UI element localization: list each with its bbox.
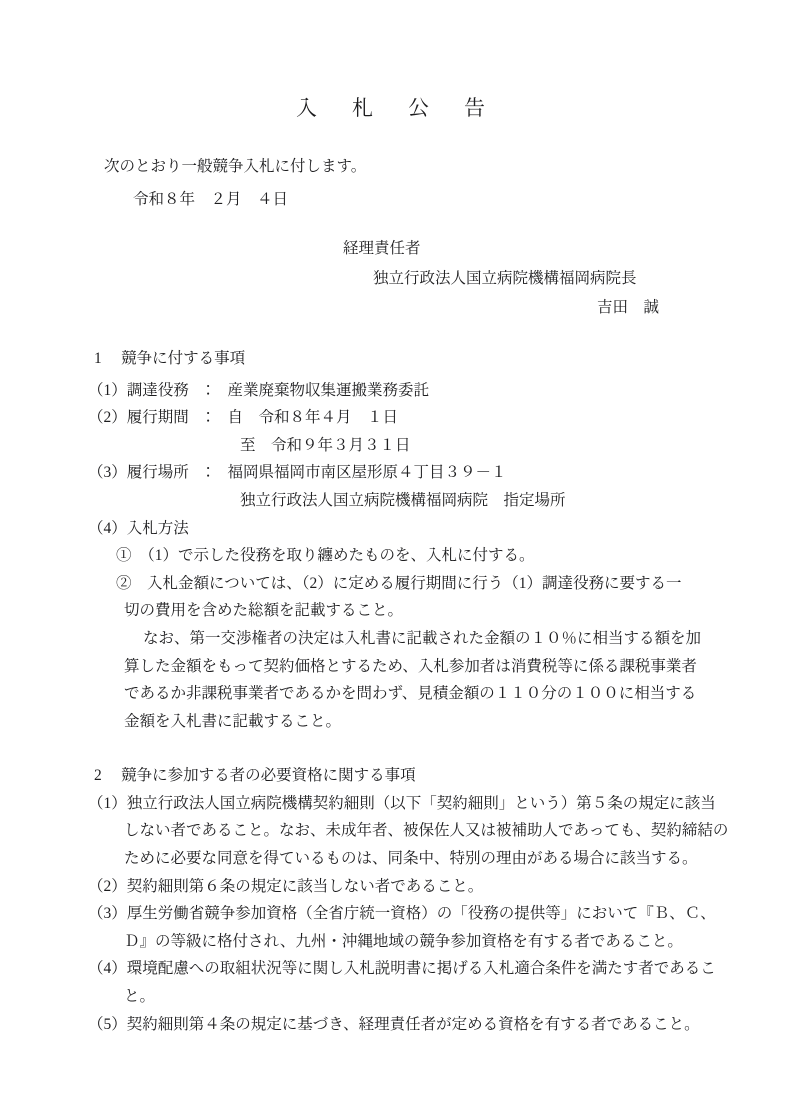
intro-line: 次のとおり一般競争入札に付します。 xyxy=(104,158,367,175)
section2-line: ために必要な同意を得ているものは、同条中、特別の理由がある場合に該当する。 xyxy=(124,850,698,868)
section2-heading: 2 競争に参加する者の必要資格に関する事項 xyxy=(94,767,416,785)
section1-line: であるか非課税事業者であるかを問わず、見積金額の１１０分の１００に相当する xyxy=(124,685,697,703)
section1-line: 算した金額をもって契約価格とするため、入札参加者は消費税等に係る課税事業者 xyxy=(124,657,697,675)
document-title: 入 札 公 告 xyxy=(296,96,492,120)
section1-line: なお、第一交渉権者の決定は入札書に記載された金額の１０％に相当する額を加 xyxy=(143,629,702,647)
section1-line: 切の費用を含めた総額を記載すること。 xyxy=(124,602,404,620)
section2-line: と。 xyxy=(124,988,156,1006)
section1-line: （3）履行場所 ： 福岡県福岡市南区屋形原４丁目３９－１ xyxy=(88,464,507,482)
section2-line: （2）契約細則第６条の規定に該当しない者であること。 xyxy=(88,877,484,895)
section1-line: ① （1）で示した役務を取り纏めたものを、入札に付する。 xyxy=(116,547,535,565)
section1-line: 金額を入札書に記載すること。 xyxy=(124,712,342,730)
signer-organization: 独立行政法人国立病院機構福岡病院長 xyxy=(373,269,637,287)
signer-name: 吉田 誠 xyxy=(597,299,660,317)
section2-line: （4）環境配慮への取組状況等に関し入札説明書に掲げる入札適合条件を満たす者であるこ xyxy=(88,960,716,978)
section1-heading: 1 競争に付する事項 xyxy=(94,349,246,367)
issue-date: 令和８年 ２月 ４日 xyxy=(133,190,289,208)
section1-line: 至 令和９年３月３１日 xyxy=(240,436,411,454)
section2-line: しない者であること。なお、未成年者、被保佐人又は被補助人であっても、契約締結の xyxy=(124,822,729,840)
section2-line: （1）独立行政法人国立病院機構契約細則（以下「契約細則」という）第５条の規定に該当 xyxy=(88,794,716,812)
section2-line: （3）厚生労働省競争参加資格（全省庁統一資格）の「役務の提供等」において『Ｂ、Ｃ、 xyxy=(88,905,716,923)
section1-line: （2）履行期間 ： 自 令和８年４月 １日 xyxy=(88,409,399,427)
section1-line: （1）調達役務 ： 産業廃棄物収集運搬業務委託 xyxy=(88,381,430,399)
section1-line: 独立行政法人国立病院機構福岡病院 指定場所 xyxy=(240,491,566,509)
signer-role: 経理責任者 xyxy=(343,240,421,258)
section1-line: （4）入札方法 xyxy=(88,519,189,537)
section2-line: （5）契約細則第４条の規定に基づき、経理責任者が定める資格を有する者であること。 xyxy=(88,1015,700,1033)
section2-line: Ｄ』の等級に格付され、九州・沖縄地域の競争参加資格を有する者であること。 xyxy=(124,932,683,950)
section1-line: ② 入札金額については、（2）に定める履行期間に行う（1）調達役務に要する一 xyxy=(116,574,682,592)
